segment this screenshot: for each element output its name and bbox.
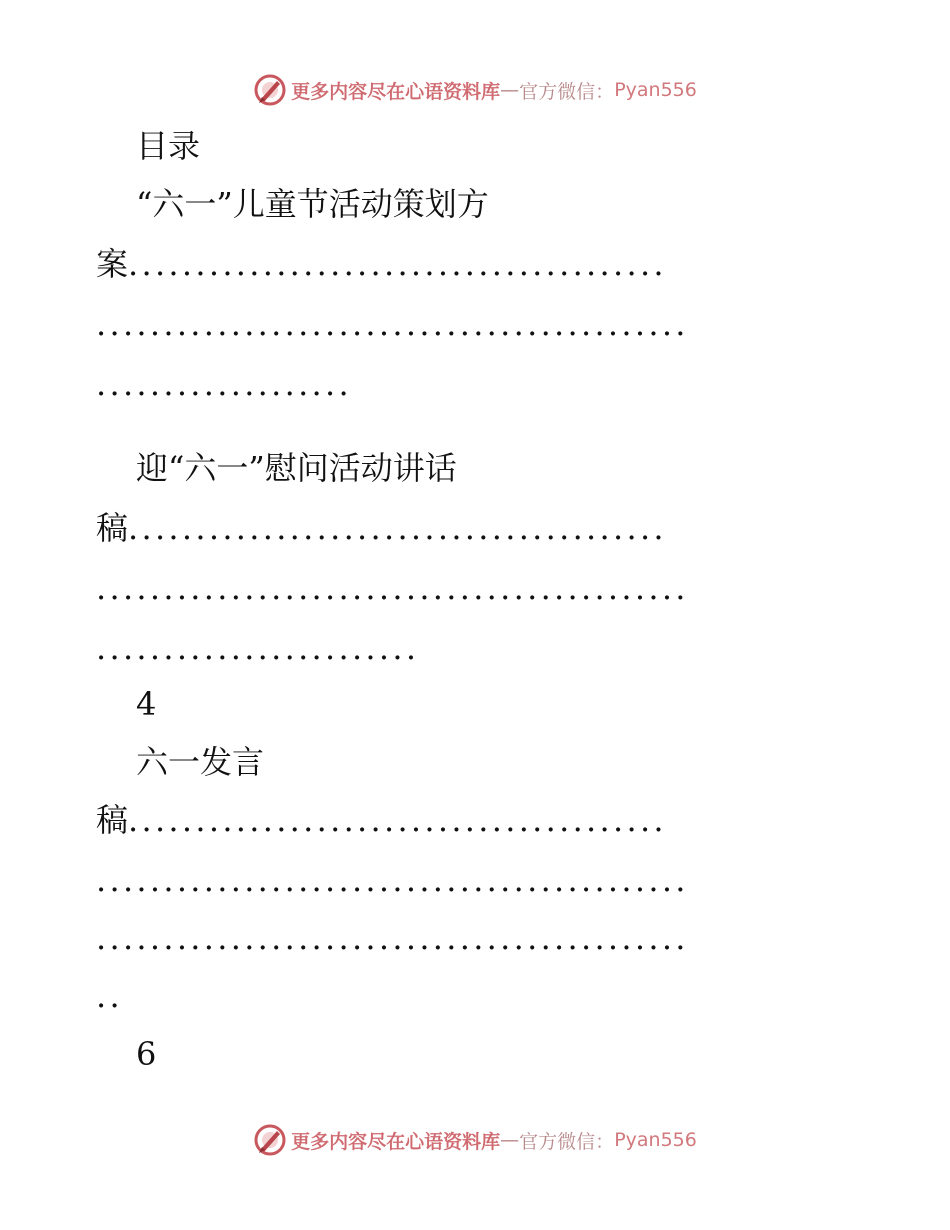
toc-entry-3-lead-char: 稿 xyxy=(96,801,129,839)
header-banner xyxy=(0,70,950,110)
toc-entry-1-title: “六一”儿童节活动策划方 xyxy=(136,185,489,223)
toc-entry-3-dots-4: .. xyxy=(96,977,123,1015)
toc-entry-1-leader xyxy=(96,242,856,286)
banner-main-text: 更多内容尽在心语资料库 xyxy=(291,80,501,103)
pen-seal-logo-icon xyxy=(253,73,287,107)
toc-entry-2-dots-2: ............................................ xyxy=(96,569,689,607)
toc-entry-1-lead-char: 案 xyxy=(96,245,129,283)
toc-entry-1-dots-1: ........................................ xyxy=(128,245,667,283)
toc-title: 目录 xyxy=(136,127,201,165)
toc-entry-3-dots-3: ............................................ xyxy=(96,919,689,957)
pen-seal-logo-icon xyxy=(253,1123,287,1157)
toc-entry-3-dots-2: ............................................ xyxy=(96,861,689,899)
footer-banner xyxy=(0,1120,950,1160)
banner-wechat-id: Pyan556 xyxy=(614,79,697,101)
toc-entry-2-title: 迎“六一”慰问活动讲话 xyxy=(136,449,457,487)
banner-official-label: 官方微信： xyxy=(519,1130,615,1153)
toc-entry-2-page-number: 4 xyxy=(136,685,157,723)
banner-dash: — xyxy=(500,1129,520,1151)
toc-entry-2-dots-1: ........................................ xyxy=(128,509,667,547)
toc-entry-2-leader xyxy=(96,506,856,550)
banner-dash: — xyxy=(500,79,520,101)
toc-entry-2-lead-char: 稿 xyxy=(96,509,129,547)
banner-official-label: 官方微信： xyxy=(519,80,615,103)
toc-entry-1-dots-3: ................... xyxy=(96,365,352,403)
toc-entry-1-dots-2: ............................................ xyxy=(96,305,689,343)
toc-entry-2-dots-3: ........................ xyxy=(96,629,420,667)
toc-entry-3-dots-1: ........................................ xyxy=(128,801,667,839)
toc-entry-3-title: 六一发言 xyxy=(136,743,265,781)
banner-wechat-id: Pyan556 xyxy=(614,1129,697,1151)
banner-main-text: 更多内容尽在心语资料库 xyxy=(291,1130,501,1153)
toc-entry-3-page-number: 6 xyxy=(136,1035,157,1073)
toc-entry-3-leader xyxy=(96,798,856,842)
